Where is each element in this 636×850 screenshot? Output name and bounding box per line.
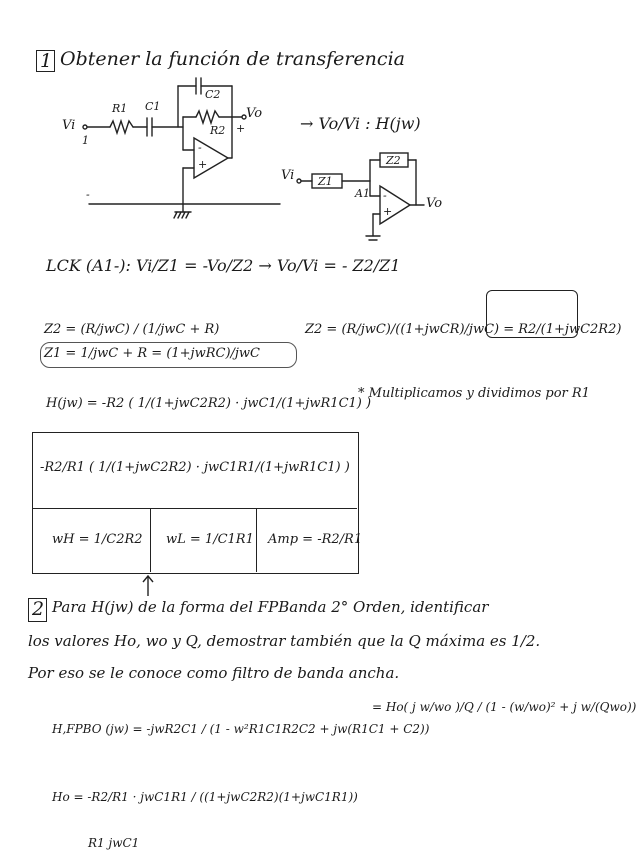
circuit-vi-label: Vi [62,118,76,133]
circuit-c1-label: C1 [145,100,161,113]
simple-vo-label: Vo [426,196,443,211]
transfer-ratio-definition: → Vo/Vi : H(jw) [300,114,421,133]
bottom-partial-equation: R1 jwC1 [88,836,140,850]
simple-z1-label: Z1 [318,175,333,188]
section-2-line-1: Para H(jw) de la forma del FPBanda 2° Orden, identificar [52,598,489,616]
simple-opamp-minus: - [383,189,387,202]
z1-impedance-equation: Z1 = 1/jwC + R = (1+jwRC)/jwC [44,346,261,361]
boxed-transfer-function: -R2/R1 ( 1/(1+jwC2R2) · jwC1R1/(1+jwR1C1) ) [40,460,350,475]
simple-vi-label: Vi [281,168,295,183]
lck-equation: LCK (A1-): Vi/Z1 = -Vo/Z2 → Vo/Vi = - Z2/Z1 [46,256,401,275]
simple-opamp-plus: + [383,205,393,218]
h-jw-equation: H(jw) = -R2 ( 1/(1+jwC2R2) · jwC1/(1+jwR1C1) ) [46,396,372,411]
circuit-minus-label: - [86,188,90,201]
amp-gain: Amp = -R2/R1 [268,532,363,547]
simple-a1-label: A1 [355,187,370,200]
hfpbo-equation: H,FPBO (jw) = -jwR2C1 / (1 - w²R1C1R2C2 + jw(R1C1 + C2)) [52,722,430,736]
section-2-line-2: los valores Ho, wo y Q, demostrar también que la Q máxima es 1/2. [28,632,541,650]
ho-equation: Ho = -R2/R1 · jwC1R1 / ((1+jwC2R2)(1+jwC1R1)) [52,790,358,804]
opamp-minus-label: - [198,141,202,154]
circuit-node-label: 1 [82,134,89,147]
multiply-divide-note: * Multiplicamos y dividimos por R1 [358,386,590,401]
opamp-plus-label: + [198,158,208,171]
circuit-vo-plus-label: + [236,122,246,135]
circuit-vo-label: Vo [246,106,263,121]
circuit-r1-label: R1 [112,102,128,115]
simple-z2-label: Z2 [386,154,401,167]
z2-result-equation: Z2 = (R/jwC)/((1+jwCR)/jwC) = R2/(1+jwC2R2) [305,322,622,337]
wh-frequency: wH = 1/C2R2 [52,532,143,547]
section-1-title: Obtener la función de transferencia [60,48,405,70]
section-2-line-3: Por eso se le conoce como filtro de banda ancha. [28,664,400,682]
circuit-c2-label: C2 [205,88,221,101]
section-1-number: 1 [40,50,53,72]
hfpbo-standard-form: = Ho( j w/wo )/Q / (1 - (w/wo)² + j w/(Qwo)) [372,700,636,714]
circuit-r2-label: R2 [210,124,226,137]
section-2-number: 2 [32,598,45,620]
z2-impedance-equation: Z2 = (R/jwC) / (1/jwC + R) [44,322,220,337]
wl-frequency: wL = 1/C1R1 [166,532,254,547]
